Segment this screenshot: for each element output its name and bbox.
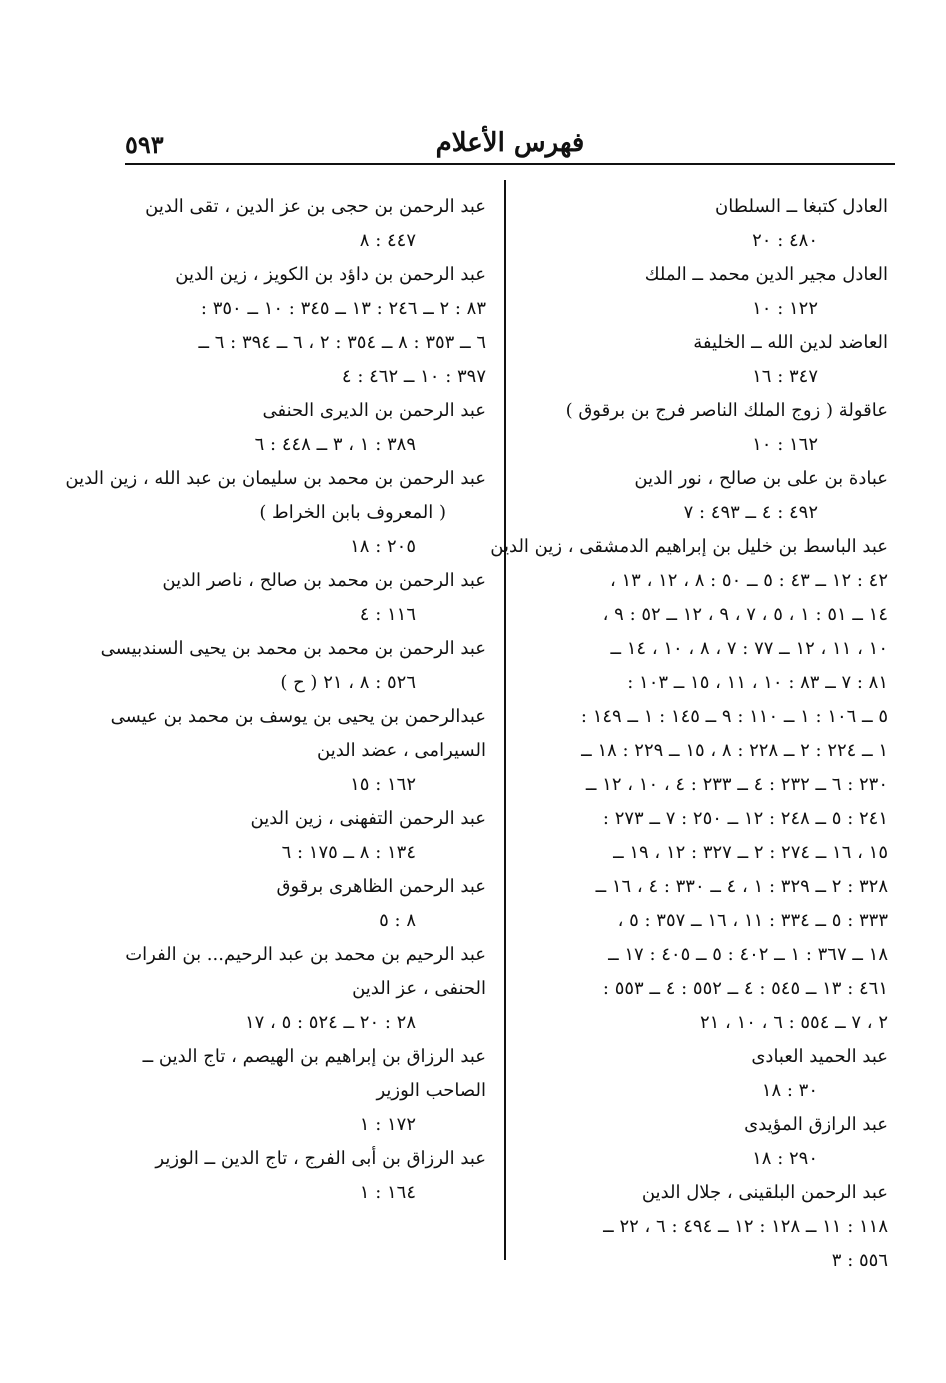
entry-name: عبد الرحمن بن محمد بن صالح ، ناصر الدين	[162, 570, 486, 591]
entry-page-refs: ٣٢٨ : ٢ ــ ٣٢٩ : ١ ، ٤ ــ ٣٣٠ : ٤ ، ١٦ ــ	[595, 876, 888, 897]
entry-name: عبد الرحمن بن محمد بن سليمان بن عبد الله ، زين الدين	[65, 468, 486, 489]
entry-page-refs: ٣٨٩ : ١ ، ٣ ــ ٤٤٨ : ٦	[254, 434, 416, 455]
entry-name: عاقولة ( زوج الملك الناصر فرج بن برقوق )	[565, 400, 888, 421]
column-divider	[504, 180, 506, 1260]
entry-name: عبد الحميد العبادى	[751, 1046, 888, 1067]
entry-page-refs: ٢ ، ٧ ــ ٥٥٤ : ٦ ، ١٠ ، ٢١	[699, 1012, 888, 1033]
entry-page-refs: ٣٣٣ : ٥ ــ ٣٣٤ : ١١ ، ١٦ ــ ٣٥٧ : ٥ ،	[617, 910, 888, 931]
entry-name: عبدالرحمن بن يحيى بن يوسف بن محمد بن عيسى	[110, 706, 486, 727]
index-entry	[100, 632, 486, 700]
header-rule	[125, 163, 895, 165]
entry-page-refs: ٢٤١ : ٥ ــ ٢٤٨ : ١٢ ــ ٢٥٠ : ٧ ــ ٢٧٣ :	[602, 808, 888, 829]
index-entry	[490, 530, 888, 1040]
index-entry	[120, 190, 486, 258]
entry-page-refs: ١٦٢ : ١٠	[752, 434, 818, 455]
index-entry	[120, 1142, 486, 1210]
index-entry	[120, 258, 486, 394]
entry-page-refs: ٢٨ : ٢٠ ــ ٥٢٤ : ٥ ، ١٧	[244, 1012, 416, 1033]
entry-page-refs: ٤٨٠ : ٢٠	[752, 230, 818, 251]
entry-page-refs: ٥٢٦ : ٨ ، ٢١ ( ح )	[280, 672, 416, 693]
index-entry	[120, 564, 486, 632]
entry-page-refs: ٨ : ٥	[379, 910, 416, 931]
entry-note: ( المعروف بابن الخراط )	[259, 502, 446, 523]
index-entry	[65, 462, 486, 564]
entry-page-refs: ٣٤٧ : ١٦	[752, 366, 818, 387]
index-column-right	[490, 190, 888, 1278]
index-entry	[522, 190, 888, 258]
entry-page-refs: ١٦٤ : ١	[359, 1182, 416, 1203]
entry-name: العادل كتبغا ــ السلطان	[714, 196, 888, 217]
entry-name: عبد الرحيم بن محمد بن عبد الرحيم... بن الفرات	[125, 944, 486, 965]
entry-page-refs: ٢٣٠ : ٦ ــ ٢٣٢ : ٤ ــ ٢٣٣ : ٤ ، ١٠ ، ١٢ ــ	[585, 774, 888, 795]
entry-name: عبد الرزاق بن أبى الفرج ، تاج الدين ــ الوزير	[155, 1148, 486, 1169]
index-entry	[522, 258, 888, 326]
page-header	[125, 128, 895, 164]
entry-name-continued: السيرامى ، عضد الدين	[317, 740, 486, 761]
entry-page-refs: ١٨ ــ ٣٦٧ : ١ ــ ٤٠٢ : ٥ ــ ٤٠٥ : ١٧ ــ	[608, 944, 888, 965]
entry-page-refs: ٤٢ : ١٢ ــ ٤٣ : ٥ ــ ٥٠ : ٨ ، ١٢ ، ١٣ ،	[609, 570, 888, 591]
entry-page-refs: ١١٦ : ٤	[359, 604, 416, 625]
index-entry	[120, 394, 486, 462]
entry-page-refs: ١٤ ــ ٥١ : ١ ، ٥ ، ٧ ، ٩ ، ١٢ ــ ٥٢ : ٩ ،	[602, 604, 888, 625]
entry-page-refs: ١٦٢ : ١٥	[350, 774, 416, 795]
entry-page-refs: ٨٣ : ٢ ــ ٢٤٦ : ١٣ ــ ٣٤٥ : ١٠ ــ ٣٥٠ :	[200, 298, 486, 319]
index-entry	[522, 394, 888, 462]
entry-page-refs: ١٧٢ : ١	[359, 1114, 416, 1135]
entry-page-refs: ٦ ــ ٣٥٣ : ٨ ــ ٣٥٤ : ٢ ، ٦ ــ ٣٩٤ : ٦ ــ	[198, 332, 486, 353]
entry-name: عبد الرحمن الظاهرى برقوق	[276, 876, 486, 897]
index-entry	[120, 870, 486, 938]
entry-page-refs: ٢٠٥ : ١٨	[350, 536, 416, 557]
index-entry	[522, 1176, 888, 1278]
index-entry	[522, 326, 888, 394]
entry-name: عبد الرزاق بن إبراهيم بن الهيصم ، تاج الدين ــ	[142, 1046, 486, 1067]
entry-name: عبد الرحمن البلقينى ، جلال الدين	[641, 1182, 888, 1203]
entry-page-refs: ٨١ : ٧ ــ ٨٣ : ١٠ ، ١١ ، ١٥ ــ ١٠٣ :	[627, 672, 888, 693]
entry-page-refs: ٤٦١ : ١٣ ــ ٥٤٥ : ٤ ــ ٥٥٢ : ٤ ــ ٥٥٣ :	[602, 978, 888, 999]
entry-page-refs: ٣٩٧ : ١٠ ــ ٤٦٢ : ٤	[341, 366, 486, 387]
index-column-left	[65, 190, 486, 1210]
entry-page-refs: ٣٠ : ١٨	[761, 1080, 818, 1101]
index-entry	[110, 700, 486, 802]
page-title: فهرس الأعلام	[435, 128, 585, 158]
entry-name: عبد الباسط بن خليل بن إبراهيم الدمشقى ، زين الدين	[490, 536, 888, 557]
index-entry	[522, 462, 888, 530]
entry-name-continued: الصاحب الوزير	[376, 1080, 486, 1101]
index-entry	[522, 1108, 888, 1176]
entry-name: عبد الرحمن بن داؤد بن الكويز ، زين الدين	[175, 264, 486, 285]
entry-name: عبد الرحمن التفهنى ، زين الدين	[250, 808, 486, 829]
entry-page-refs: ١١٨ : ١١ ــ ١٢٨ : ١٢ ــ ٤٩٤ : ٦ ، ٢٢ ــ	[603, 1216, 888, 1237]
entry-page-refs: ٥ ــ ١٠٦ : ١ ــ ١١٠ : ٩ ــ ١٤٥ : ١ ــ ١٤٩ :	[580, 706, 888, 727]
entry-name: العادل مجير الدين محمد ــ الملك	[644, 264, 888, 285]
entry-page-refs: ٢٩٠ : ١٨	[752, 1148, 818, 1169]
entry-page-refs: ١٣٤ : ٨ ــ ١٧٥ : ٦	[281, 842, 416, 863]
entry-name: عبد الرحمن بن محمد بن محمد بن يحيى السندبيسى	[100, 638, 486, 659]
entry-page-refs: ١ ــ ٢٢٤ : ٢ ــ ٢٢٨ : ٨ ، ١٥ ــ ٢٢٩ : ١٨ ــ	[581, 740, 888, 761]
index-entry	[120, 938, 486, 1040]
page-number: ٥٩٣	[125, 130, 164, 159]
entry-name: العاضد لدين الله ــ الخليفة	[693, 332, 888, 353]
index-entry	[522, 1040, 888, 1108]
entry-name: عبد الرحمن بن حجى بن عز الدين ، تقى الدين	[145, 196, 486, 217]
entry-page-refs: ٤٤٧ : ٨	[359, 230, 416, 251]
entry-name: عبد الرازق المؤيدى	[744, 1114, 888, 1135]
entry-page-refs: ٥٥٦ : ٣	[831, 1250, 888, 1271]
entry-page-refs: ١٠ ، ١١ ، ١٢ ــ ٧٧ : ٧ ، ٨ ، ١٠ ، ١٤ ــ	[610, 638, 888, 659]
index-entry	[120, 1040, 486, 1142]
entry-name: عبادة بن على بن صالح ، نور الدين	[634, 468, 888, 489]
index-entry	[120, 802, 486, 870]
entry-page-refs: ١٥ ، ١٦ ــ ٢٧٤ : ٢ ــ ٣٢٧ : ١٢ ، ١٩ ــ	[613, 842, 888, 863]
entry-name: عبد الرحمن بن الديرى الحنفى	[262, 400, 486, 421]
entry-page-refs: ١٢٢ : ١٠	[752, 298, 818, 319]
entry-name-continued: الحنفى ، عز الدين	[352, 978, 486, 999]
entry-page-refs: ٤٩٢ : ٤ ــ ٤٩٣ : ٧	[683, 502, 818, 523]
